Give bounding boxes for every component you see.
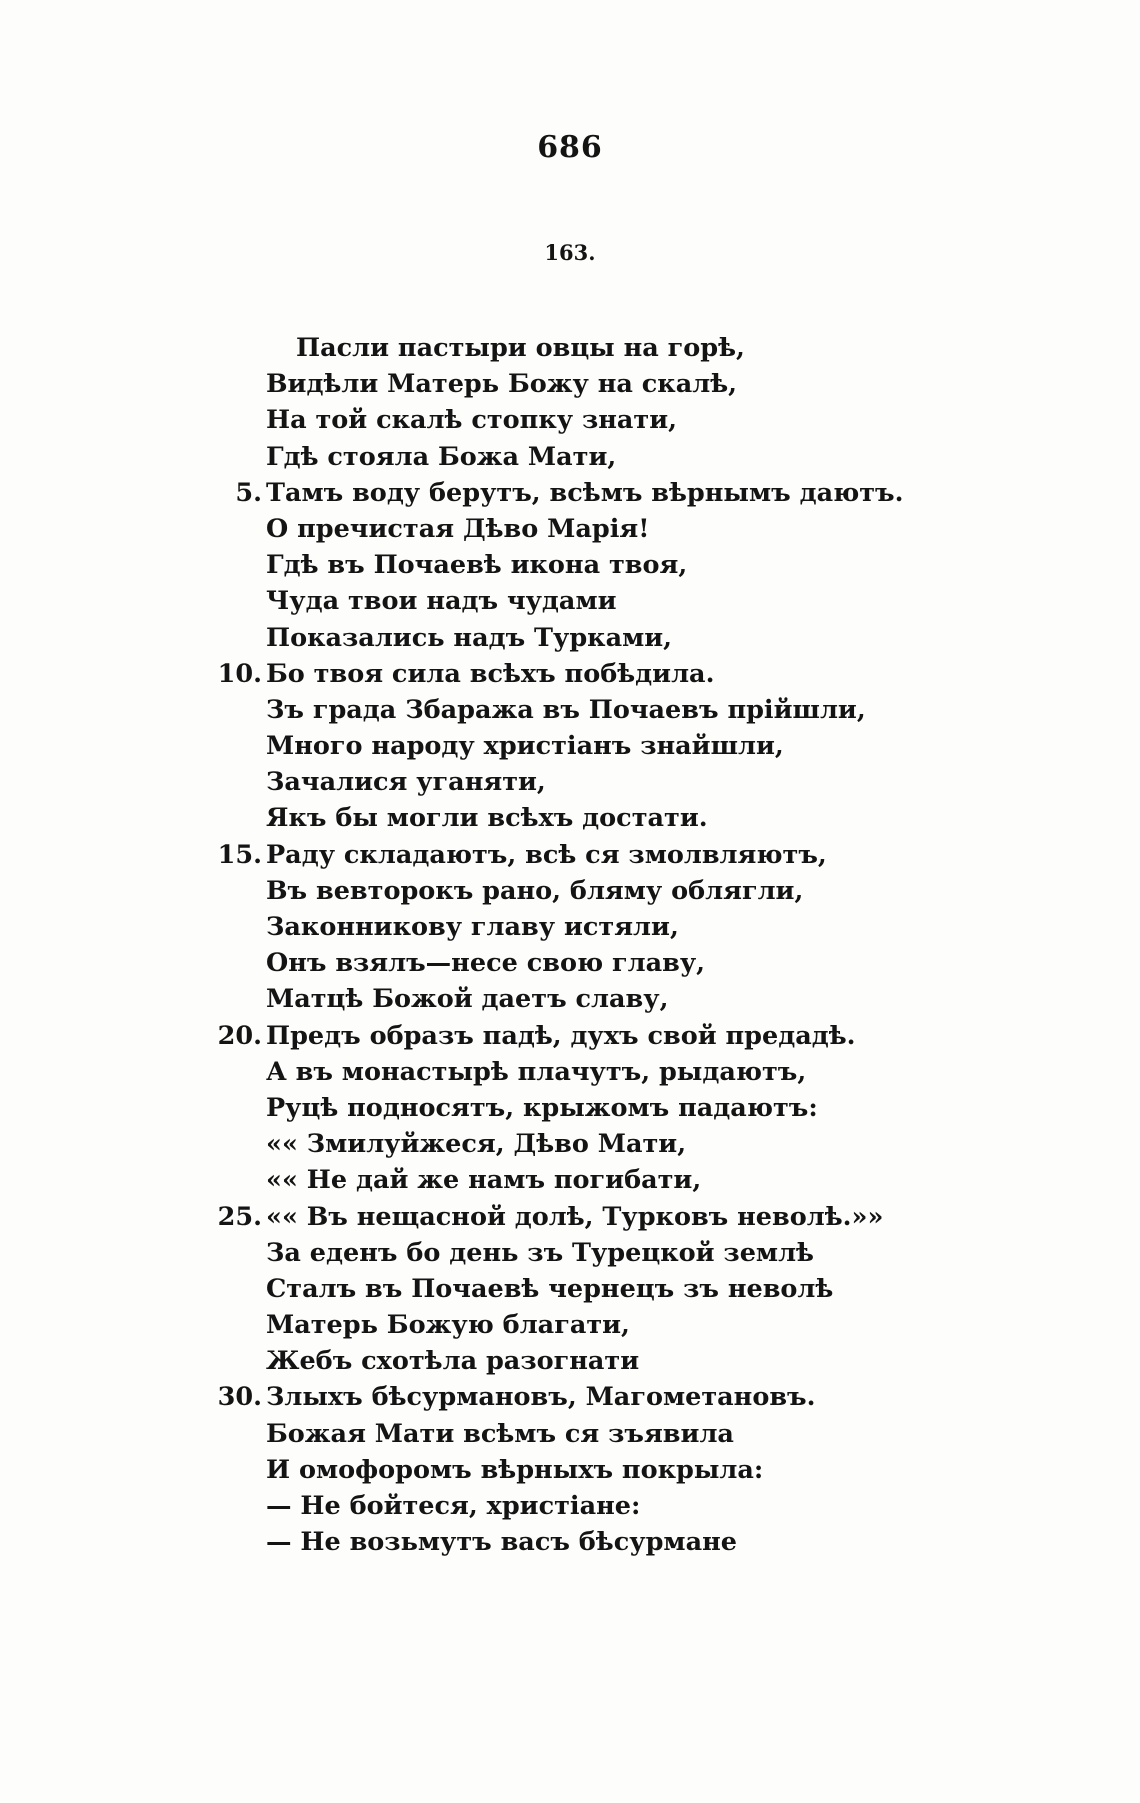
line-text: Онъ взялъ—несе свою главу, — [266, 948, 706, 979]
poem-line — [0, 873, 1140, 909]
line-text: Чуда твои надъ чудами — [266, 586, 617, 617]
line-text: Злыхъ бѣсурмановъ, Магометановъ. — [266, 1382, 816, 1413]
line-text: Сталъ въ Почаевѣ чернецъ зъ неволѣ — [266, 1273, 834, 1304]
line-text: Законникову главу истяли, — [266, 912, 679, 942]
line-text: И омофоромъ вѣрныхъ покрыла: — [266, 1454, 764, 1485]
poem-line — [0, 945, 1140, 981]
line-text: Божая Мати всѣмъ ся зъявила — [266, 1418, 734, 1449]
line-text: На той скалѣ стопку знати, — [266, 405, 678, 436]
line-text: Видѣли Матерь Божу на скалѣ, — [266, 369, 738, 400]
line-text: — Не бойтеся, христіане: — [266, 1491, 641, 1521]
line-text: Матерь Божую благати, — [266, 1310, 630, 1341]
poem-line — [0, 402, 1140, 438]
line-text: «« Змилуйжеся, Дѣво Мати, — [266, 1129, 687, 1160]
poem-line — [0, 1452, 1140, 1488]
line-text: Гдѣ стояла Божа Мати, — [266, 441, 617, 472]
poem-line — [0, 620, 1140, 656]
line-number: 5. — [235, 477, 262, 508]
line-text: «« Не дай же намъ погибати, — [266, 1165, 702, 1196]
line-number: 25. — [217, 1201, 262, 1232]
poem-line — [0, 475, 1140, 511]
poem-line — [0, 366, 1140, 402]
poem-line — [0, 1271, 1140, 1307]
poem-line — [0, 1162, 1140, 1198]
line-text: Показались надъ Турками, — [266, 622, 673, 653]
poem-line — [0, 764, 1140, 800]
poem-line — [0, 1054, 1140, 1090]
page-number: 686 — [537, 130, 603, 165]
line-text: Руцѣ подносятъ, крыжомъ падаютъ: — [266, 1092, 818, 1123]
poem-line — [0, 547, 1140, 583]
poem-line — [0, 1524, 1140, 1560]
poem-line — [0, 1379, 1140, 1415]
poem-line — [0, 800, 1140, 836]
line-text: О пречистая Дѣво Марія! — [266, 513, 650, 544]
line-text: Раду складаютъ, всѣ ся змолвляютъ, — [266, 839, 827, 870]
line-number: 20. — [217, 1020, 262, 1051]
line-text: Зачалися уганяти, — [266, 767, 546, 798]
line-text: Бо твоя сила всѣхъ побѣдила. — [266, 658, 715, 689]
poem-line — [0, 583, 1140, 619]
poem-line — [0, 1416, 1140, 1452]
poem-line — [0, 511, 1140, 547]
poem-line — [0, 692, 1140, 728]
poem-line — [0, 1126, 1140, 1162]
line-text: Якъ бы могли всѣхъ достати. — [266, 803, 708, 834]
line-text: А въ монастырѣ плачутъ, рыдаютъ, — [266, 1056, 807, 1087]
line-text: — Не возьмутъ васъ бѣсурмане — [266, 1527, 737, 1558]
poem-line — [0, 330, 1140, 366]
line-text: За еденъ бо день зъ Турецкой землѣ — [266, 1237, 814, 1268]
poem-line — [0, 728, 1140, 764]
line-text: Гдѣ въ Почаевѣ икона твоя, — [266, 550, 688, 581]
poem-line — [0, 1018, 1140, 1054]
poem-line — [0, 656, 1140, 692]
poem — [0, 330, 1140, 1560]
line-text: «« Въ нещасной долѣ, Турковъ неволѣ.»» — [266, 1201, 884, 1232]
poem-line — [0, 439, 1140, 475]
line-text: Зъ града Збаража въ Почаевъ прійшли, — [266, 694, 866, 725]
line-text: Много народу христіанъ знайшли, — [266, 731, 784, 762]
poem-line — [0, 1235, 1140, 1271]
line-number: 30. — [217, 1382, 262, 1413]
poem-line — [0, 1307, 1140, 1343]
poem-line — [0, 1488, 1140, 1524]
line-text: Предъ образъ падѣ, духъ свой предадѣ. — [266, 1020, 856, 1051]
line-number: 10. — [217, 658, 262, 689]
line-text: Жебъ схотѣла разогнати — [266, 1346, 640, 1377]
poem-line — [0, 1199, 1140, 1235]
poem-line — [0, 909, 1140, 945]
line-text: Въ вевторокъ рано, бляму облягли, — [266, 875, 804, 906]
line-text: Пасли пастыри овцы на горѣ, — [296, 333, 745, 363]
poem-line — [0, 981, 1140, 1017]
line-text: Тамъ воду берутъ, всѣмъ вѣрнымъ даютъ. — [266, 477, 904, 508]
line-text: Матцѣ Божой даетъ славу, — [266, 984, 669, 1015]
song-number: 163. — [544, 240, 596, 265]
poem-line — [0, 1090, 1140, 1126]
line-number: 15. — [217, 839, 262, 870]
poem-line — [0, 837, 1140, 873]
poem-line — [0, 1343, 1140, 1379]
